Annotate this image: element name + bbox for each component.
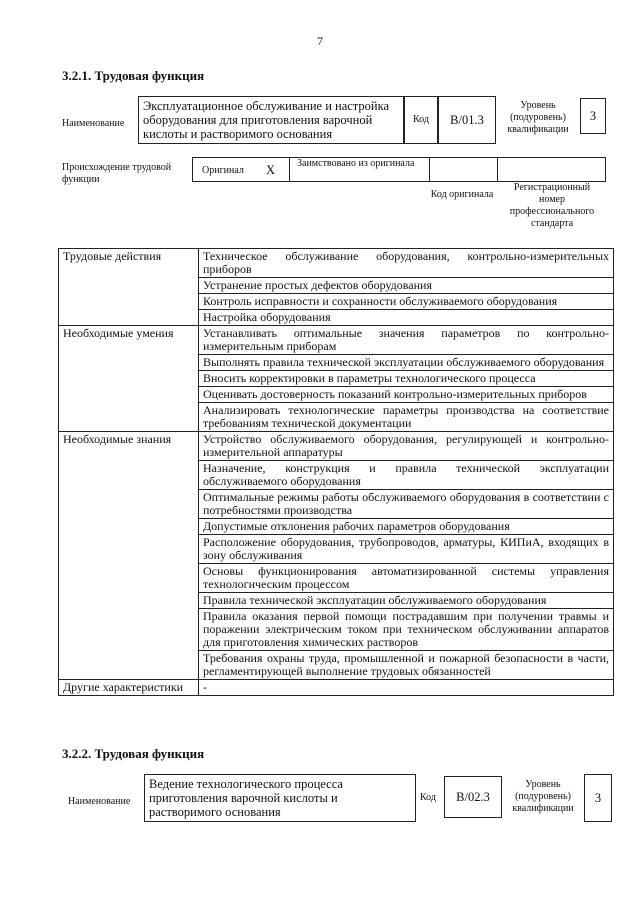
cell-value: Правила технической эксплуатации обслуживаемого оборудования <box>199 593 614 609</box>
cell-value: Настройка оборудования <box>199 310 614 326</box>
cell-value: Оценивать достоверность показаний контрольно-измерительных приборов <box>199 387 614 403</box>
cell-value: Анализировать технологические параметры производства на соответствие требованиям технической документации <box>199 403 614 432</box>
name-label-1: Наименование <box>62 118 125 129</box>
cell-value: Устанавливать оптимальные значения параметров по контрольно-измерительным приборам <box>199 326 614 355</box>
cell-value: Правила оказания первой помощи пострадавшим при получении травмы и поражении электрическим током при техническом обслуживании аппаратов для приготовления химических растворов <box>199 609 614 651</box>
section-heading-1: 3.2.1. Трудовая функция <box>62 68 205 83</box>
level-label-1: Уровень (подуровень) квалификации <box>507 100 569 135</box>
table-row <box>59 432 614 461</box>
code-value-1: B/01.3 <box>438 96 496 144</box>
cell-value: Устройство обслуживаемого оборудования, регулирующей и контрольно-измерительной аппаратуры <box>199 432 614 461</box>
row-header: Трудовые действия <box>59 249 199 326</box>
table-row <box>59 680 614 696</box>
origin-label: Происхождение трудовой функции <box>62 162 172 185</box>
code-label-1: Код <box>404 96 438 144</box>
cell-value: Техническое обслуживание оборудования, контрольно-измерительных приборов <box>199 249 614 278</box>
level-value-1: 3 <box>580 98 606 134</box>
code-origin-caption: Код оригинала <box>430 189 494 200</box>
cell-value: Расположение оборудования, трубопроводов, арматуры, КИПиА, входящих в зону обслуживания <box>199 535 614 564</box>
origin-table <box>192 157 606 182</box>
cell-value: Устранение простых дефектов оборудования <box>199 278 614 294</box>
page-number: 7 <box>317 34 323 48</box>
table-row <box>59 326 614 355</box>
cell-value: Основы функционирования автоматизированной системы управления технологическим процессом <box>199 564 614 593</box>
name-label-2: Наименование <box>68 796 131 807</box>
labor-functions-table <box>58 248 614 696</box>
cell-value: - <box>199 680 614 696</box>
row-header: Необходимые умения <box>59 326 199 432</box>
row-header: Другие характеристики <box>59 680 199 696</box>
level-value-2: 3 <box>584 774 612 822</box>
original-mark: X <box>266 163 276 177</box>
cell-value: Вносить корректировки в параметры технологического процесса <box>199 371 614 387</box>
cell-value: Назначение, конструкция и правила технической эксплуатации обслуживаемого оборудования <box>199 461 614 490</box>
code-label-2: Код <box>420 792 436 803</box>
reg-number-caption: Регистрационный номер профессионального стандарта <box>509 182 595 229</box>
cell-value: Требования охраны труда, промышленной и пожарной безопасности в части, регламентирующей выполнение трудовых обязанностей <box>199 651 614 680</box>
cell-value: Выполнять правила технической эксплуатации обслуживаемого оборудования <box>199 355 614 371</box>
name-value-1: Эксплуатационное обслуживание и настройка оборудования для приготовления варочной кислоты и растворимого основания <box>138 96 404 144</box>
cell-value: Контроль исправности и сохранности обслуживаемого оборудования <box>199 294 614 310</box>
row-header: Необходимые знания <box>59 432 199 680</box>
cell-value: Оптимальные режимы работы обслуживаемого оборудования в соответствии с потребностями производства <box>199 490 614 519</box>
borrowed-label: Заимствовано из оригинала <box>297 158 415 169</box>
section-heading-2: 3.2.2. Трудовая функция <box>62 746 205 761</box>
level-label-2: Уровень (подуровень) квалификации <box>512 779 574 814</box>
original-label: Оригинал <box>202 165 244 176</box>
name-value-2: Ведение технологического процесса приготовления варочной кислоты и растворимого основания <box>144 774 416 822</box>
code-value-2: B/02.3 <box>444 776 502 818</box>
table-row <box>59 249 614 278</box>
cell-value: Допустимые отклонения рабочих параметров оборудования <box>199 519 614 535</box>
